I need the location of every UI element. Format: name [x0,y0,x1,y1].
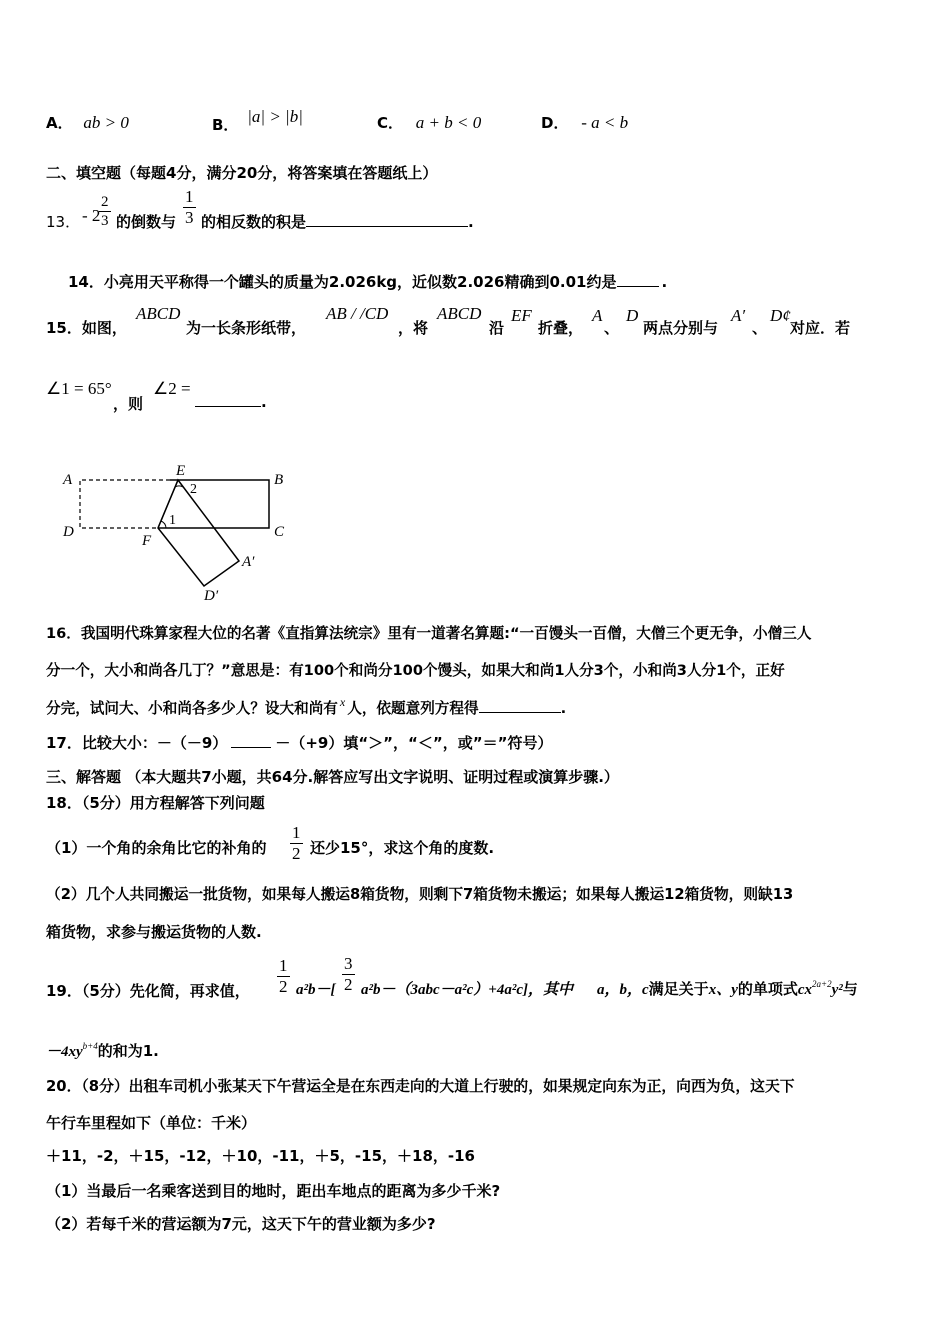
q15-m7: A′ [731,306,746,325]
q19-expr2: a²b－（3abc－a²c）+4a²c]，其中 [361,982,574,998]
q13-fraction [99,193,111,230]
q15-m1: ABCD [136,304,181,323]
q16-line3a: 分完，试问大、小和尚各多少人？设大和尚有 [46,700,338,717]
q15-number: 15．如图， [46,319,127,337]
figure-angle2-arc [175,486,183,487]
figure-label-b: B [274,472,284,488]
section2-heading: 二、填空题（每题4分，满分20分，将答案填在答题纸上） [46,164,438,182]
q19-t4: 与 [842,980,858,998]
q15-angle2: ∠2 = [153,379,191,398]
q15-t1: 为一长条形纸带， [186,319,307,337]
figure-label-a: A [63,472,73,488]
q15-t3: 沿 [489,319,505,337]
q18-fraction [290,823,303,864]
q19-f2-den: 2 [344,975,353,994]
q15-m8: D¢ [770,306,791,325]
q19-f1-num: 1 [279,956,288,975]
q15-m2: AB / /CD [326,304,389,323]
q15-angle1: ∠1 = 65° [46,379,112,398]
q15-answer-blank[interactable] [195,406,261,407]
section3-heading: 三、解答题 （本大题共7小题，共64分.解答应写出文字说明、证明过程或演算步骤.） [46,768,619,786]
q18-frac-num: 1 [292,823,301,842]
figure-label-d: D [63,524,74,540]
q16-line1: 16．我国明代珠算家程大位的名著《直指算法统宗》里有一道著名算题:“一百馒头一百僧，大僧三个更无争，小僧三人 [46,625,812,642]
q14 [68,271,667,292]
option-d-expr: - a < b [581,113,629,132]
q16-line3b: 人，依题意列方程得 [347,700,479,717]
q13-minus: - 2 [82,206,101,225]
q15-then: ，则 [113,395,144,413]
q15-m4: EF [511,306,532,325]
q13-fraction2 [183,187,196,228]
q16-answer-blank[interactable] [479,712,561,713]
q16-end: . [560,700,567,717]
q13-text2-label: 的相反数的积是 [201,213,307,231]
q18-p1b: 还少15°，求这个角的度数. [310,839,495,857]
option-a [46,112,129,133]
q16-line3 [46,697,566,718]
q19-f2-num: 3 [344,954,353,973]
q15-t5: 、 [604,319,620,337]
option-c-expr: a + b < 0 [415,113,482,132]
figure-label-a-prime: A′ [242,554,255,570]
q20-p2: （2）若每千米的营运额为7元，这天下午的营业额为多少? [46,1215,436,1233]
option-b [212,106,303,134]
q17 [46,732,552,753]
q13-end: . [468,213,474,231]
q19-line2-exp: b+4 [82,1041,98,1051]
q19-y2: y² [831,982,843,998]
option-d-label: D． [541,114,569,132]
option-a-expr: ab > 0 [83,113,129,132]
q19-fraction2 [342,954,355,995]
figure-label-1: 1 [169,513,176,528]
q13-answer-blank[interactable] [306,226,468,227]
q14-answer-blank[interactable] [617,286,659,287]
q15-t6: 两点分别与 [643,319,719,337]
q13-text1: 的倒数与 [116,213,177,231]
q17-answer-blank[interactable] [231,747,271,748]
q19-line2 [46,1040,159,1061]
q19-t1: 19．（5分）先化简，再求值， [46,982,250,1000]
figure-label-d-prime: D′ [204,588,219,604]
q15-m5: A [592,306,603,325]
figure-dashed-outline [80,480,170,528]
option-b-label: B． [212,116,239,134]
q13-text2 [201,211,474,232]
figure-angle1-arc [161,521,166,528]
q19-mono-exp: 2a+2 [812,979,832,989]
q18-p1a: （1）一个角的余角比它的补角的 [46,839,267,857]
q15-t4: 折叠， [538,319,584,337]
q19-t2: 满足关于 [648,980,709,998]
folding-figure [58,460,298,610]
option-b-expr: |a| > |b| [247,107,303,126]
q15-end: . [261,393,267,411]
q15-blank-line [195,393,267,411]
option-d [541,112,628,133]
figure-label-f: F [142,533,152,549]
q19-fraction1 [277,956,290,997]
q13-frac2-den: 3 [185,208,194,227]
figure-folded-flap [158,480,239,586]
q15-t2: ，将 [398,319,429,337]
q15-t7: 、 [752,319,768,337]
q20-line2: 午行车里程如下（单位：千米） [46,1114,257,1132]
q13-number: 13． [46,213,81,231]
q14-end: . [661,273,668,291]
q16-var: x [339,695,346,709]
q13-frac-num: 2 [101,194,109,210]
q19-line2b: 的和为1. [97,1042,159,1060]
q19-line2a: －4xy [46,1044,83,1060]
option-a-label: A． [46,114,73,132]
option-c-label: C． [377,114,404,132]
figure-label-2: 2 [190,482,197,497]
q19-expr1: a²b－[ [296,982,336,998]
q15-t8: 对应．若 [790,319,851,337]
q19-mono: cx [797,982,813,998]
q18-frac-den: 2 [292,844,301,863]
q14-text: 14．小亮用天平称得一个罐头的质量为2.026kg，近似数2.026精确到0.01约是 [68,273,617,291]
q20-line1: 20．（8分）出租车司机小张某天下午营运全是在东西走向的大道上行驶的，如果规定向东为正，向西为负，这天下 [46,1078,795,1095]
q15-m6: D [626,306,639,325]
q19-vars: a，b，c [597,982,649,998]
option-c [377,112,481,133]
q13-frac2-num: 1 [185,187,194,206]
q15-m3: ABCD [437,304,482,323]
q19-f1-den: 2 [279,977,288,996]
q19-xy: x、y [708,982,738,998]
q20-p1: （1）当最后一名乘客送到目的地时，距出车地点的距离为多少千米? [46,1182,501,1200]
q17-t2: －（+9）填“＞”，“＜”，或”＝”符号） [275,734,553,752]
q18-p2b: 箱货物，求参与搬运货物的人数. [46,923,262,941]
figure-label-e: E [176,463,186,479]
q13-frac-den: 3 [101,213,109,229]
q17-t1: 17．比较大小：－（－9） [46,734,228,752]
figure-label-c: C [274,524,285,540]
q18-title: 18．（5分）用方程解答下列问题 [46,794,265,812]
q16-line2: 分一个，大小和尚各几丁？”意思是：有100个和尚分100个馒头，如果大和尚1人分3个，小和尚3人分1个，正好 [46,662,785,679]
q19-t3: 的单项式 [737,980,798,998]
q19-rest [597,978,858,999]
q20-data: ＋11，-2，＋15，-12，＋10，-11，＋5，-15，＋18，-16 [46,1147,475,1165]
q18-p2a: （2）几个人共同搬运一批货物，如果每人搬运8箱货物，则剩下7箱货物未搬运；如果每人搬运12箱货物，则缺13 [46,886,794,903]
